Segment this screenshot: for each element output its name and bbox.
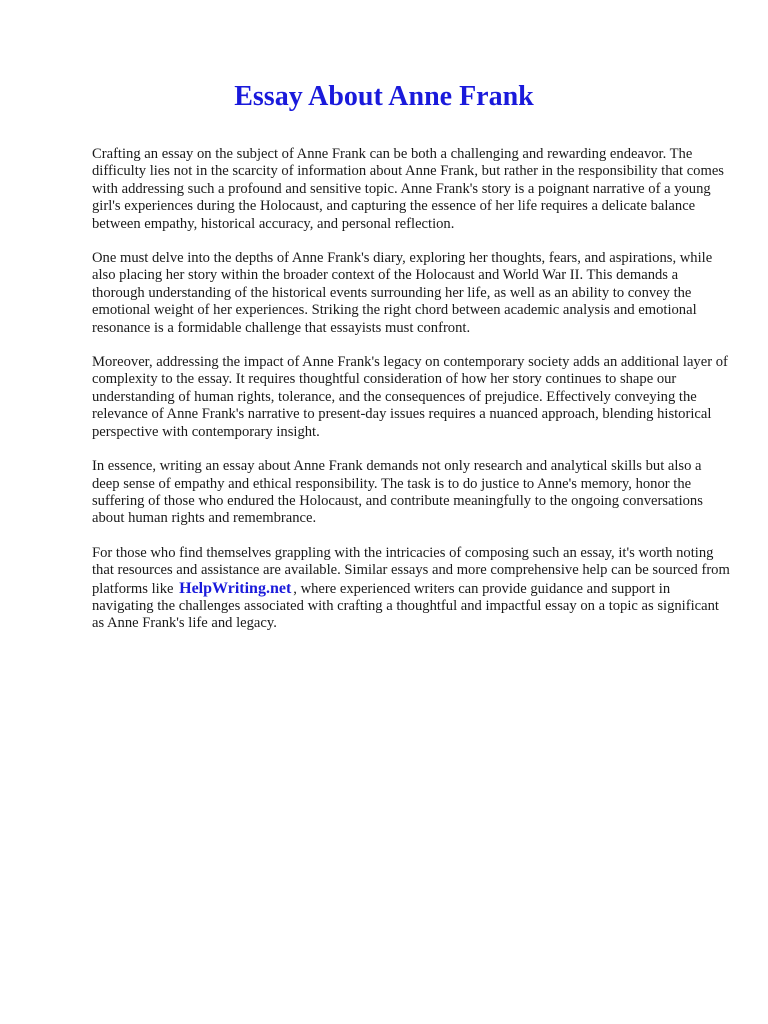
paragraph-5 bbox=[92, 545, 732, 633]
page-title: Essay About Anne Frank bbox=[234, 81, 534, 112]
paragraph-2: One must delve into the depths of Anne Frank's diary, exploring her thoughts, fears, and aspirations, while also placing her story within the broader context of the Holocaust and World War II. This demands a thorough understanding of the historical events surrounding her life, as well as an ability to convey the emotional weight of her experiences. Striking the right chord between academic analysis and emotional resonance is a formidable challenge that essayists must confront. bbox=[92, 250, 713, 336]
paragraph-1: Crafting an essay on the subject of Anne Frank can be both a challenging and rewarding endeavor. The difficulty lies not in the scarcity of information about Anne Frank, but rather in the responsibility that comes with addressing such a profound and sensitive topic. Anne Frank's story is a poignant narrative of a young girl's experiences during the Holocaust, and capturing the essence of her life requires a delicate balance between empathy, historical accuracy, and personal reflection. bbox=[92, 146, 724, 232]
essay-body bbox=[92, 146, 732, 650]
paragraph-5-text-after-link: , where experienced writers can provide guidance and support in navigating the challenges associated with crafting a thoughtful and impactful essay on a topic as significant as Anne Frank's life and legacy. bbox=[92, 580, 719, 632]
paragraph-4: In essence, writing an essay about Anne Frank demands not only research and analytical skills but also a deep sense of empathy and ethical responsibility. The task is to do justice to Anne's memory, honor the suffering of those who endured the Holocaust, and contribute meaningfully to the ongoing conversations about human rights and remembrance. bbox=[92, 458, 703, 527]
paragraph-3: Moreover, addressing the impact of Anne Frank's legacy on contemporary society adds an additional layer of complexity to the essay. It requires thoughtful consideration of how her story continues to shape our understanding of human rights, tolerance, and the consequences of prejudice. Effectively conveying the relevance of Anne Frank's narrative to present-day issues requires a nuanced approach, blending historical perspective with contemporary insight. bbox=[92, 354, 728, 440]
paragraph-5-text-before-link: For those who find themselves grappling with the intricacies of composing such an essay, it's worth noting that resources and assistance are available. Similar essays and more comprehensive help can be sourced from platforms like bbox=[92, 544, 730, 597]
helpwriting-link[interactable]: HelpWriting.net bbox=[179, 579, 292, 597]
